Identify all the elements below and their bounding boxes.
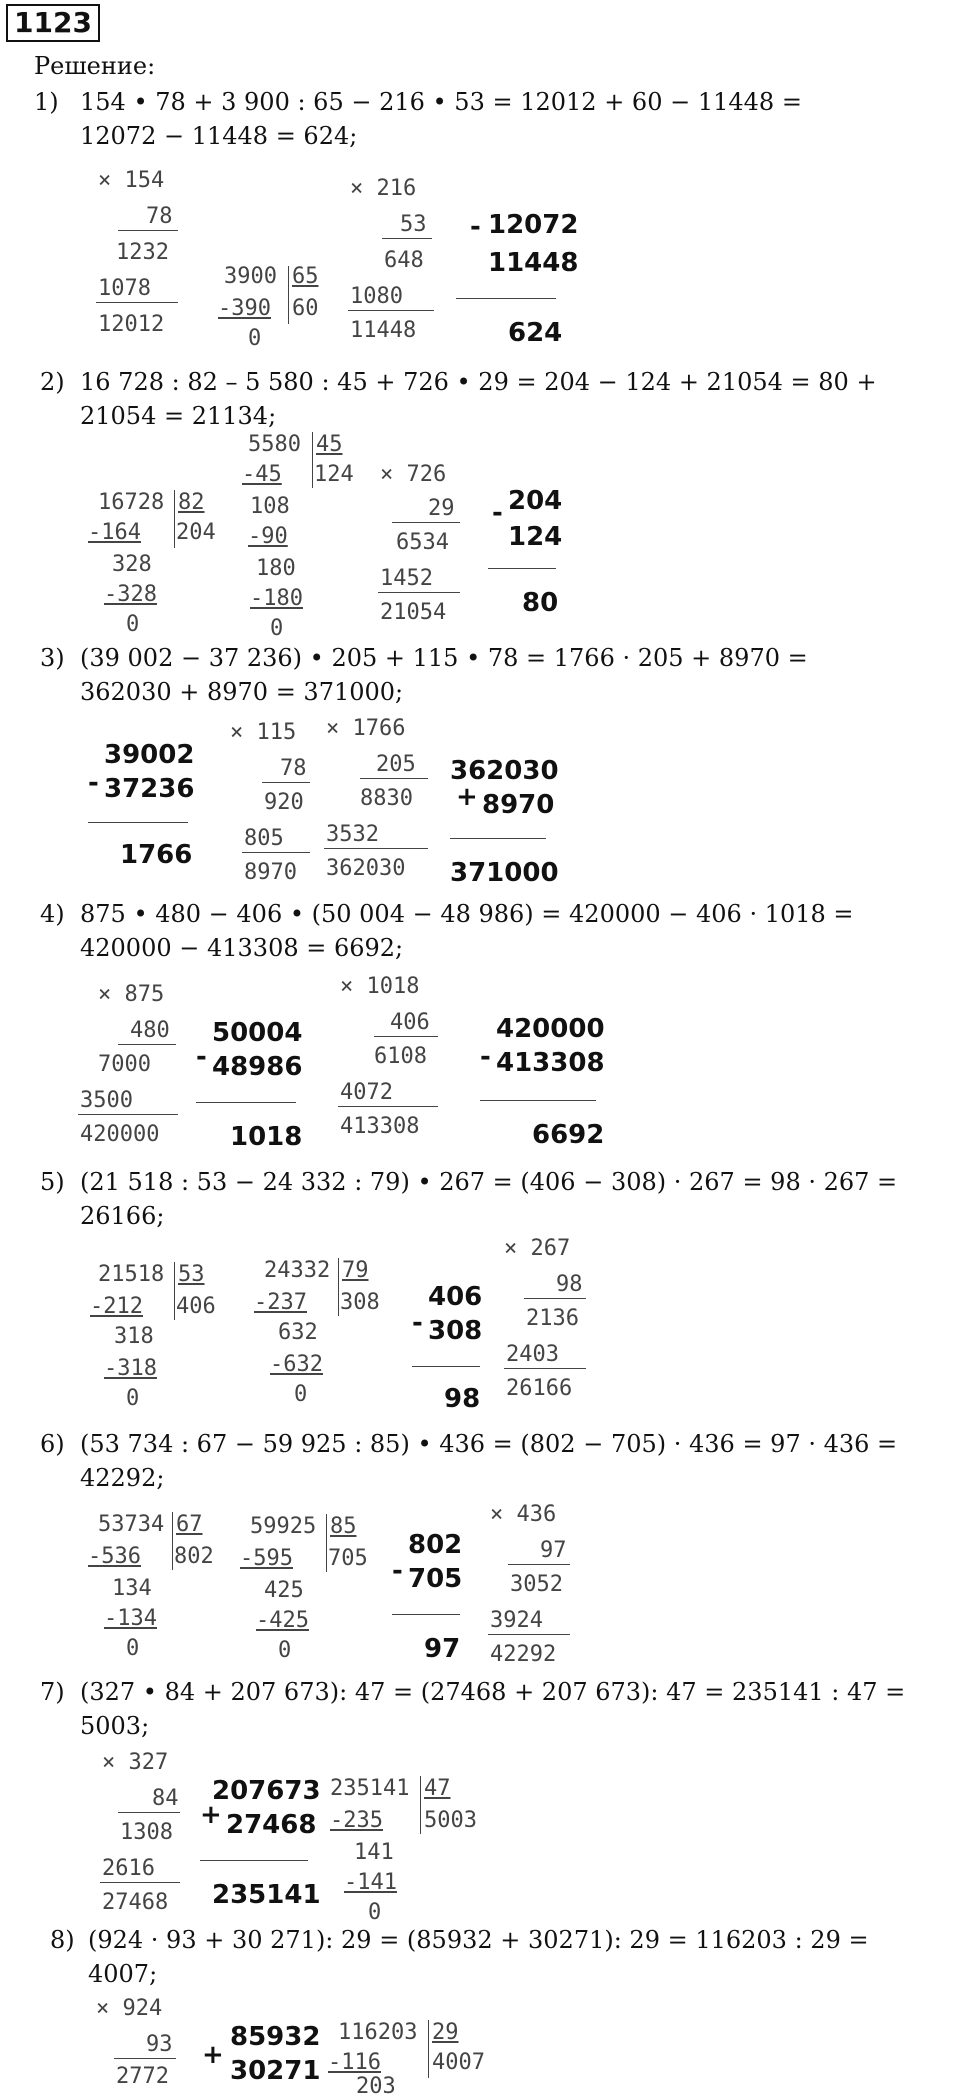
remainder: 0 bbox=[368, 1900, 382, 1925]
dividend: 59925 bbox=[250, 1514, 317, 1539]
item-3-equation-line1: (39 002 − 37 236) • 205 + 115 • 78 = 1766 · 205 + 8970 = bbox=[80, 644, 808, 672]
subtrahend: 308 bbox=[428, 1316, 483, 1346]
dividend: 16728 bbox=[98, 490, 165, 515]
minuend: 406 bbox=[428, 1282, 483, 1312]
times-sign: × bbox=[102, 1750, 116, 1775]
product: 42292 bbox=[490, 1642, 557, 1667]
times-sign: × bbox=[230, 720, 244, 745]
divisor: 82 bbox=[178, 490, 205, 515]
remainder: 0 bbox=[126, 612, 140, 637]
difference: 98 bbox=[444, 1384, 481, 1414]
divisor: 79 bbox=[342, 1258, 369, 1283]
times-sign: × bbox=[326, 716, 340, 741]
partial-1: 1308 bbox=[120, 1820, 173, 1845]
item-2-number: 2) bbox=[40, 368, 65, 396]
minuend: 802 bbox=[408, 1530, 463, 1560]
item-7-equation-line2: 5003; bbox=[80, 1712, 150, 1740]
step-remainder-1: 318 bbox=[114, 1324, 154, 1349]
dividend: 235141 bbox=[330, 1776, 410, 1801]
product: 27468 bbox=[102, 1890, 169, 1915]
minus-sign: - bbox=[88, 768, 99, 798]
times-sign: × bbox=[380, 462, 394, 487]
sum: 235141 bbox=[212, 1880, 321, 1910]
step-subtract-1: -116 bbox=[328, 2050, 381, 2075]
factor-a: 216 bbox=[376, 176, 417, 201]
item-5-equation-line2: 26166; bbox=[80, 1202, 165, 1230]
item-2-equation-line1: 16 728 : 82 – 5 580 : 45 + 726 • 29 = 204 − 124 + 21054 = 80 + bbox=[80, 368, 877, 396]
step-subtract-2: -90 bbox=[248, 524, 288, 549]
step-remainder-1: 425 bbox=[264, 1578, 304, 1603]
addend-b: 27468 bbox=[226, 1810, 317, 1840]
dividend: 116203 bbox=[338, 2020, 418, 2045]
subtrahend: 11448 bbox=[488, 248, 579, 278]
item-1-equation-line1: 154 • 78 + 3 900 : 65 − 216 • 53 = 12012 + 60 − 11448 = bbox=[80, 88, 802, 116]
minus-sign: - bbox=[412, 1308, 423, 1338]
times-sign: × bbox=[490, 1502, 504, 1527]
minuend: 12072 bbox=[488, 210, 579, 240]
subtrahend: 48986 bbox=[212, 1052, 303, 1082]
factor-b: 29 bbox=[428, 496, 455, 521]
difference: 6692 bbox=[532, 1120, 605, 1150]
partial-2: 4072 bbox=[340, 1080, 393, 1105]
partial-1: 6108 bbox=[374, 1044, 427, 1069]
step-subtract-3: -180 bbox=[250, 586, 303, 611]
sum: 371000 bbox=[450, 858, 559, 888]
step-remainder-1: 203 bbox=[356, 2074, 396, 2099]
factor-a: 436 bbox=[516, 1502, 557, 1527]
partial-2: 1452 bbox=[380, 566, 433, 591]
remainder: 0 bbox=[248, 326, 262, 351]
partial-1: 7000 bbox=[98, 1052, 151, 1077]
dividend: 21518 bbox=[98, 1262, 165, 1287]
times-sign: × bbox=[340, 974, 354, 999]
divisor: 65 bbox=[292, 264, 319, 289]
factor-a: 1018 bbox=[366, 974, 420, 999]
times-sign: × bbox=[96, 1996, 110, 2021]
quotient: 406 bbox=[176, 1294, 216, 1319]
minus-sign: - bbox=[392, 1556, 403, 1586]
factor-a: 726 bbox=[406, 462, 447, 487]
partial-2: 2616 bbox=[102, 1856, 155, 1881]
partial-2: 1080 bbox=[350, 284, 403, 309]
minus-sign: - bbox=[492, 498, 503, 528]
subtrahend: 413308 bbox=[496, 1048, 605, 1078]
minuend: 39002 bbox=[104, 740, 195, 770]
item-7-equation-line1: (327 • 84 + 207 673): 47 = (27468 + 207 673): 47 = 235141 : 47 = bbox=[80, 1678, 906, 1706]
task-number: 1123 bbox=[6, 4, 100, 42]
item-7-number: 7) bbox=[40, 1678, 65, 1706]
step-remainder-1: 328 bbox=[112, 552, 152, 577]
factor-b: 53 bbox=[400, 212, 427, 237]
product: 26166 bbox=[506, 1376, 573, 1401]
minuend: 420000 bbox=[496, 1014, 605, 1044]
item-6-equation-line2: 42292; bbox=[80, 1464, 165, 1492]
quotient: 124 bbox=[314, 462, 354, 487]
addend-b: 30271 bbox=[230, 2056, 321, 2086]
addend-a: 207673 bbox=[212, 1776, 321, 1806]
times-sign: × bbox=[98, 982, 112, 1007]
factor-a: 1766 bbox=[352, 716, 406, 741]
product: 8970 bbox=[244, 860, 297, 885]
item-4-number: 4) bbox=[40, 900, 65, 928]
quotient: 802 bbox=[174, 1544, 214, 1569]
step-subtract-1: -212 bbox=[90, 1294, 143, 1319]
dividend: 24332 bbox=[264, 1258, 331, 1283]
step-subtract-1: -595 bbox=[240, 1546, 293, 1571]
step-subtract-1: -235 bbox=[330, 1808, 383, 1833]
factor-b: 93 bbox=[146, 2032, 173, 2057]
product: 413308 bbox=[340, 1114, 420, 1139]
item-6-equation-line1: (53 734 : 67 − 59 925 : 85) • 436 = (802 − 705) · 436 = 97 · 436 = bbox=[80, 1430, 898, 1458]
partial-2: 2403 bbox=[506, 1342, 559, 1367]
factor-b: 97 bbox=[540, 1538, 567, 1563]
item-1-number: 1) bbox=[34, 88, 59, 116]
remainder: 0 bbox=[278, 1638, 292, 1663]
subtrahend: 124 bbox=[508, 522, 563, 552]
partial-1: 3052 bbox=[510, 1572, 563, 1597]
dividend: 53734 bbox=[98, 1512, 165, 1537]
difference: 1018 bbox=[230, 1122, 303, 1152]
quotient: 4007 bbox=[432, 2050, 485, 2075]
partial-2: 3532 bbox=[326, 822, 379, 847]
partial-2: 1078 bbox=[98, 276, 151, 301]
factor-b: 98 bbox=[556, 1272, 583, 1297]
step-remainder-1: 108 bbox=[250, 494, 290, 519]
plus-sign: + bbox=[200, 1800, 222, 1830]
dividend: 3900 bbox=[224, 264, 277, 289]
factor-b: 406 bbox=[390, 1010, 430, 1035]
product: 12012 bbox=[98, 312, 165, 337]
plus-sign: + bbox=[456, 782, 478, 812]
item-4-equation-line2: 420000 − 413308 = 6692; bbox=[80, 934, 404, 962]
item-8-number: 8) bbox=[50, 1926, 75, 1954]
dividend: 5580 bbox=[248, 432, 301, 457]
quotient: 308 bbox=[340, 1290, 380, 1315]
factor-a: 115 bbox=[256, 720, 297, 745]
difference: 97 bbox=[424, 1634, 461, 1664]
factor-a: 267 bbox=[530, 1236, 571, 1261]
item-4-equation-line1: 875 • 480 − 406 • (50 004 − 48 986) = 420000 − 406 · 1018 = bbox=[80, 900, 854, 928]
remainder: 0 bbox=[294, 1382, 308, 1407]
item-3-number: 3) bbox=[40, 644, 65, 672]
factor-b: 78 bbox=[280, 756, 307, 781]
plus-sign: + bbox=[202, 2040, 224, 2070]
step-subtract-2: -328 bbox=[104, 582, 157, 607]
factor-a: 924 bbox=[122, 1996, 163, 2021]
divisor: 45 bbox=[316, 432, 343, 457]
subtrahend: -390 bbox=[218, 296, 271, 321]
step-remainder-2: 180 bbox=[256, 556, 296, 581]
divisor: 53 bbox=[178, 1262, 205, 1287]
partial-1: 8830 bbox=[360, 786, 413, 811]
partial-1: 2136 bbox=[526, 1306, 579, 1331]
factor-a: 327 bbox=[128, 1750, 169, 1775]
subtrahend: 37236 bbox=[104, 774, 195, 804]
step-subtract-1: -45 bbox=[242, 462, 282, 487]
difference: 624 bbox=[508, 318, 563, 348]
item-5-number: 5) bbox=[40, 1168, 65, 1196]
partial-1: 2772 bbox=[116, 2064, 169, 2089]
minus-sign: - bbox=[196, 1042, 207, 1072]
addend-a: 362030 bbox=[450, 756, 559, 786]
difference: 80 bbox=[522, 588, 559, 618]
step-remainder-1: 632 bbox=[278, 1320, 318, 1345]
step-subtract-1: -164 bbox=[88, 520, 141, 545]
addend-a: 85932 bbox=[230, 2022, 321, 2052]
divisor: 29 bbox=[432, 2020, 459, 2045]
quotient: 204 bbox=[176, 520, 216, 545]
partial-1: 920 bbox=[264, 790, 304, 815]
times-sign: × bbox=[350, 176, 364, 201]
solution-label: Решение: bbox=[34, 52, 156, 80]
product: 420000 bbox=[80, 1122, 160, 1147]
remainder: 0 bbox=[270, 616, 284, 641]
divisor: 85 bbox=[330, 1514, 357, 1539]
factor-a: 875 bbox=[124, 982, 165, 1007]
step-subtract-2: -134 bbox=[104, 1606, 157, 1631]
quotient: 705 bbox=[328, 1546, 368, 1571]
quotient: 60 bbox=[292, 296, 319, 321]
minus-sign: - bbox=[470, 212, 481, 242]
product: 21054 bbox=[380, 600, 447, 625]
minus-sign: - bbox=[480, 1042, 491, 1072]
step-remainder-1: 134 bbox=[112, 1576, 152, 1601]
partial-2: 3924 bbox=[490, 1608, 543, 1633]
partial-2: 805 bbox=[244, 826, 284, 851]
subtrahend: 705 bbox=[408, 1564, 463, 1594]
divisor: 47 bbox=[424, 1776, 451, 1801]
step-subtract-1: -536 bbox=[88, 1544, 141, 1569]
step-subtract-2: -141 bbox=[344, 1870, 397, 1895]
addend-b: 8970 bbox=[482, 790, 555, 820]
item-6-number: 6) bbox=[40, 1430, 65, 1458]
times-sign: × bbox=[504, 1236, 518, 1261]
step-subtract-2: -318 bbox=[104, 1356, 157, 1381]
item-2-equation-line2: 21054 = 21134; bbox=[80, 402, 277, 430]
factor-b: 78 bbox=[146, 204, 173, 229]
factor-b: 480 bbox=[130, 1018, 170, 1043]
quotient: 5003 bbox=[424, 1808, 477, 1833]
partial-1: 1232 bbox=[116, 240, 169, 265]
item-5-equation-line1: (21 518 : 53 − 24 332 : 79) • 267 = (406 − 308) · 267 = 98 · 267 = bbox=[80, 1168, 898, 1196]
step-remainder-1: 141 bbox=[354, 1840, 394, 1865]
product: 362030 bbox=[326, 856, 406, 881]
remainder: 0 bbox=[126, 1636, 140, 1661]
partial-2: 3500 bbox=[80, 1088, 133, 1113]
item-8-equation-line1: (924 · 93 + 30 271): 29 = (85932 + 30271): 29 = 116203 : 29 = bbox=[88, 1926, 869, 1954]
item-3-equation-line2: 362030 + 8970 = 371000; bbox=[80, 678, 404, 706]
factor-a: 154 bbox=[124, 168, 165, 193]
partial-1: 648 bbox=[384, 248, 424, 273]
minuend: 50004 bbox=[212, 1018, 303, 1048]
difference: 1766 bbox=[120, 840, 193, 870]
item-8-equation-line2: 4007; bbox=[88, 1960, 158, 1988]
product: 11448 bbox=[350, 318, 417, 343]
remainder: 0 bbox=[126, 1386, 140, 1411]
step-subtract-1: -237 bbox=[254, 1290, 307, 1315]
times-sign: × bbox=[98, 168, 112, 193]
partial-1: 6534 bbox=[396, 530, 449, 555]
minuend: 204 bbox=[508, 486, 563, 516]
step-subtract-2: -632 bbox=[270, 1352, 323, 1377]
factor-b: 205 bbox=[376, 752, 416, 777]
item-1-equation-line2: 12072 − 11448 = 624; bbox=[80, 122, 358, 150]
factor-b: 84 bbox=[152, 1786, 179, 1811]
divisor: 67 bbox=[176, 1512, 203, 1537]
step-subtract-2: -425 bbox=[256, 1608, 309, 1633]
